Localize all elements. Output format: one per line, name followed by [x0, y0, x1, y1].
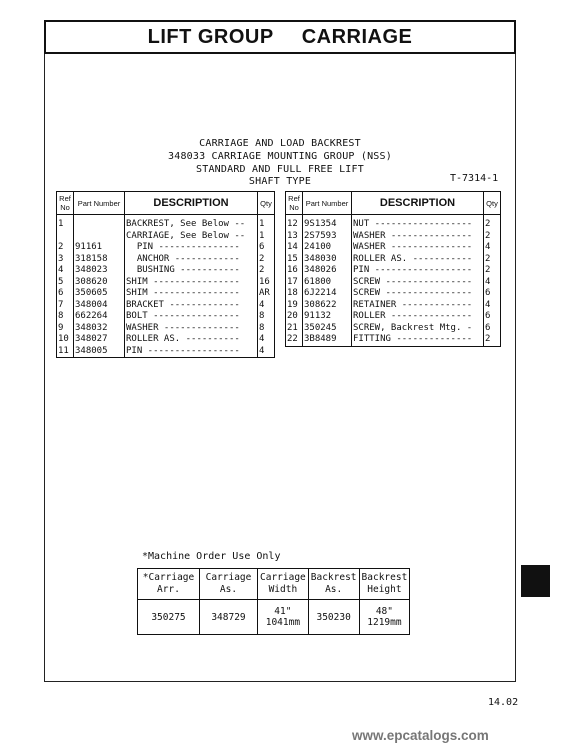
table-row [286, 334, 501, 346]
cell-qty: 2 [258, 265, 275, 277]
cell-qty: 2 [484, 334, 501, 346]
cell-qty: 1 [258, 215, 275, 231]
cell-desc: BRACKET ------------- [125, 300, 258, 312]
cell-part [74, 215, 125, 231]
cell-desc: BACKREST, See Below -- [125, 215, 258, 231]
table-row [57, 215, 275, 231]
header-qty: Qty [484, 192, 501, 215]
table-row [286, 300, 501, 312]
cell-qty: 6 [484, 311, 501, 323]
order-header-backrest-height: Backrest Height [359, 569, 410, 600]
table-row [57, 265, 275, 277]
cell-qty: 16 [258, 277, 275, 289]
cell-part: 318158 [74, 254, 125, 266]
cell-ref: 4 [57, 265, 74, 277]
cell-ref: 3 [57, 254, 74, 266]
table-row [57, 334, 275, 346]
cell-qty: 6 [484, 323, 501, 335]
order-header-carriage-width: Carriage Width [258, 569, 309, 600]
cell-qty: 2 [484, 254, 501, 266]
cell-ref: 14 [286, 242, 303, 254]
cell-ref: 11 [57, 346, 74, 358]
cell-part: 348027 [74, 334, 125, 346]
order-cell-backrest-as: 350230 [308, 600, 359, 635]
cell-ref: 6 [57, 288, 74, 300]
cell-ref: 7 [57, 300, 74, 312]
cell-desc: WASHER -------------- [125, 323, 258, 335]
cell-qty: 4 [484, 277, 501, 289]
header-description: DESCRIPTION [125, 192, 258, 215]
table-row [286, 231, 501, 243]
cell-desc: FITTING -------------- [352, 334, 484, 346]
cell-qty: 4 [258, 300, 275, 312]
cell-desc: SCREW ---------------- [352, 277, 484, 289]
cell-desc: ROLLER AS. ----------- [352, 254, 484, 266]
cell-desc: ROLLER --------------- [352, 311, 484, 323]
header-ref-no: Ref No [286, 192, 303, 215]
header-part-number: Part Number [303, 192, 352, 215]
cell-part: 308622 [303, 300, 352, 312]
cell-part: 348023 [74, 265, 125, 277]
cell-ref: 12 [286, 215, 303, 231]
cell-part: 24100 [303, 242, 352, 254]
cell-part: 91161 [74, 242, 125, 254]
cell-part: 61800 [303, 277, 352, 289]
cell-desc: NUT ------------------ [352, 215, 484, 231]
header-description: DESCRIPTION [352, 192, 484, 215]
parts-table-left [56, 191, 275, 358]
order-header-carriage-as: Carriage As. [200, 569, 258, 600]
table-row [57, 288, 275, 300]
order-cell-backrest-height: 48" 1219mm [359, 600, 410, 635]
header-part-number: Part Number [74, 192, 125, 215]
heading-line-2: 348033 CARRIAGE MOUNTING GROUP (NSS) [168, 151, 392, 162]
table-row [57, 231, 275, 243]
cell-qty: 8 [258, 311, 275, 323]
heading-line-3: STANDARD AND FULL FREE LIFT [196, 164, 364, 175]
cell-part: 9S1354 [303, 215, 352, 231]
page-number: 14.02 [488, 697, 519, 708]
cell-part: 91132 [303, 311, 352, 323]
title-section: CARRIAGE [301, 25, 413, 48]
illustration-code: T-7314-1 [450, 173, 499, 184]
page-title-box [44, 20, 516, 54]
cell-desc: SCREW, Backrest Mtg. - [352, 323, 484, 335]
header-ref-no: Ref No [57, 192, 74, 215]
cell-qty: 8 [258, 323, 275, 335]
table-row [286, 215, 501, 231]
cell-qty: 4 [258, 346, 275, 358]
cell-desc: ANCHOR ------------ [125, 254, 258, 266]
cell-qty: 4 [484, 242, 501, 254]
cell-desc: PIN --------------- [125, 242, 258, 254]
cell-ref: 16 [286, 265, 303, 277]
cell-qty: 4 [484, 300, 501, 312]
cell-qty: 1 [258, 231, 275, 243]
order-cell-carriage-width: 41" 1041mm [258, 600, 309, 635]
cell-ref: 22 [286, 334, 303, 346]
parts-table-right [285, 191, 501, 347]
heading-line-1: CARRIAGE AND LOAD BACKREST [199, 138, 361, 149]
order-cell-carriage-arr: 350275 [138, 600, 200, 635]
order-header-carriage-arr: *Carriage Arr. [138, 569, 200, 600]
watermark: www.epcatalogs.com [352, 728, 489, 743]
cell-desc: ROLLER AS. ---------- [125, 334, 258, 346]
cell-part: 350605 [74, 288, 125, 300]
cell-qty: 2 [484, 265, 501, 277]
table-row [57, 346, 275, 358]
order-cell-carriage-as: 348729 [200, 600, 258, 635]
cell-part: 6J2214 [303, 288, 352, 300]
order-header-backrest-as: Backrest As. [308, 569, 359, 600]
cell-desc: BOLT ---------------- [125, 311, 258, 323]
table-row [57, 242, 275, 254]
cell-qty: 2 [484, 215, 501, 231]
cell-qty: AR [258, 288, 275, 300]
cell-ref: 20 [286, 311, 303, 323]
cell-desc: WASHER --------------- [352, 242, 484, 254]
cell-part: 350245 [303, 323, 352, 335]
table-row [57, 277, 275, 289]
cell-part [74, 231, 125, 243]
heading-line-4: SHAFT TYPE [248, 176, 312, 187]
cell-qty: 6 [484, 288, 501, 300]
cell-desc: RETAINER ------------- [352, 300, 484, 312]
machine-order-note: *Machine Order Use Only [142, 551, 281, 562]
table-row [57, 254, 275, 266]
cell-ref [57, 231, 74, 243]
cell-desc: BUSHING ----------- [125, 265, 258, 277]
cell-desc: PIN ------------------ [352, 265, 484, 277]
table-row [286, 323, 501, 335]
cell-ref: 8 [57, 311, 74, 323]
cell-desc: SCREW ---------------- [352, 288, 484, 300]
cell-ref: 18 [286, 288, 303, 300]
cell-desc: SHIM ---------------- [125, 288, 258, 300]
cell-desc: SHIM ---------------- [125, 277, 258, 289]
table-row [286, 265, 501, 277]
cell-ref: 2 [57, 242, 74, 254]
cell-part: 348026 [303, 265, 352, 277]
table-row [286, 288, 501, 300]
table-row [57, 311, 275, 323]
cell-part: 3B8489 [303, 334, 352, 346]
title-group: LIFT GROUP [147, 25, 274, 48]
cell-ref: 9 [57, 323, 74, 335]
cell-part: 2S7593 [303, 231, 352, 243]
cell-qty: 2 [484, 231, 501, 243]
table-row [286, 277, 501, 289]
cell-qty: 4 [258, 334, 275, 346]
cell-qty: 6 [258, 242, 275, 254]
cell-part: 348032 [74, 323, 125, 335]
cell-part: 348030 [303, 254, 352, 266]
cell-ref: 10 [57, 334, 74, 346]
cell-part: 662264 [74, 311, 125, 323]
cell-part: 308620 [74, 277, 125, 289]
cell-desc: CARRIAGE, See Below -- [125, 231, 258, 243]
cell-ref: 15 [286, 254, 303, 266]
table-row [57, 323, 275, 335]
cell-ref: 17 [286, 277, 303, 289]
cell-ref: 13 [286, 231, 303, 243]
cell-part: 348004 [74, 300, 125, 312]
table-row [57, 300, 275, 312]
cell-ref: 5 [57, 277, 74, 289]
cell-desc: PIN ----------------- [125, 346, 258, 358]
table-row [286, 311, 501, 323]
header-qty: Qty [258, 192, 275, 215]
cell-qty: 2 [258, 254, 275, 266]
table-row [286, 242, 501, 254]
cell-desc: WASHER --------------- [352, 231, 484, 243]
cell-part: 348005 [74, 346, 125, 358]
cell-ref: 19 [286, 300, 303, 312]
machine-order-table [137, 568, 410, 635]
cell-ref: 21 [286, 323, 303, 335]
cell-ref: 1 [57, 215, 74, 231]
section-tab-marker [521, 565, 550, 597]
table-row [286, 254, 501, 266]
